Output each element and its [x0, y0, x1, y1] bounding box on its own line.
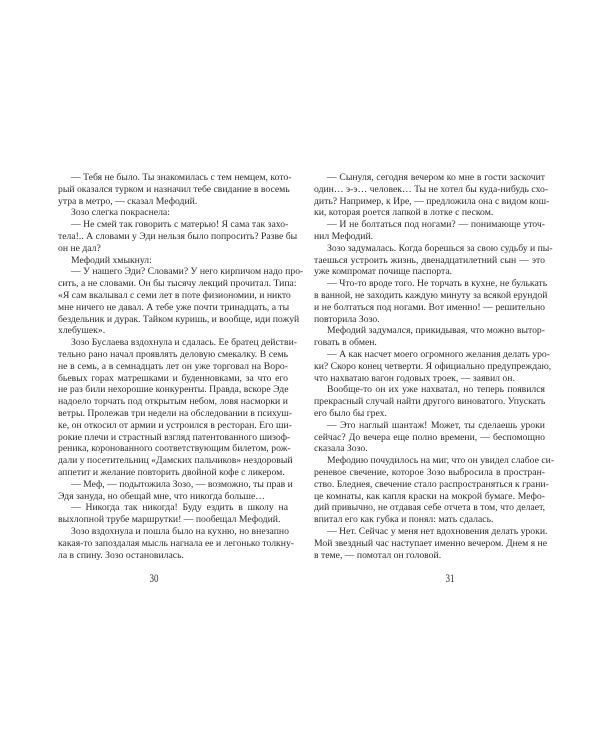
text-line: ки? Скоро конец четверти. Я официально предупреждаю, [314, 360, 552, 372]
text-line: — Нет. Сейчас у меня нет вдохновения делать уроки. [327, 525, 548, 537]
text-line: Зозо задумалась. Когда борешься за свою судьбу и пы- [327, 242, 553, 254]
text-line: в ванной, не заходить каждую минуту за всякой ерундой [314, 289, 548, 301]
text-line: хлебушек». [58, 325, 106, 337]
text-line: — У нашего Эди? Словами? У него кирпичом надо про- [71, 266, 304, 278]
text-line: ство. Бледнея, свечение стало распространяться к грани- [314, 478, 549, 490]
text-line: дить? Например, к Ире, — предложила она с видом кош- [314, 195, 550, 207]
text-line: реника, коронованного соответствующим билетом, рож- [58, 443, 291, 455]
text-line: тельно рано начал проявлять деловую смекалку. В семь [58, 348, 288, 360]
text-line: что нахватаю вагон годовых троек, — заявил он. [314, 372, 515, 384]
text-line: впитал его как губка и понял: мать сдалась. [314, 514, 494, 526]
text-line: сить, а не словами. Он бы тысячу лекций прочитал. Типа: [58, 278, 297, 290]
text-line: — А как насчет моего огромного желания делать уро- [327, 348, 550, 360]
text-line: ветры. Пролежав три недели на обследовании в психуш- [58, 407, 293, 419]
text-line: — Никогда так никогда! Буду ездить в школу на [71, 502, 288, 514]
text-line: бьевых горах матрешками и буденновками, за что его [58, 372, 288, 384]
text-line: це комнаты, как капля краски на мокрой бумаге. Мефо- [314, 490, 545, 502]
text-line: повторила Зозо. [314, 313, 380, 325]
text-line: «Я сам вкалывал с семи лет в поте физиономии, и никто [58, 289, 291, 301]
text-line: таешься устроить жизнь, двенадцатилетний сын — это [314, 254, 545, 266]
text-line: выхлопной трубе маршрутки! — пообещал Мефодий. [58, 514, 281, 526]
text-line: сейчас? До вечера еще полно времени, — беспомощно [314, 431, 545, 443]
page-number-left: 30 [149, 571, 159, 585]
text-line: Мефодий хмыкнул: [71, 254, 152, 266]
text-line: бездельник и дурак. Тайком куришь, и вообще, иди пожуй [58, 313, 300, 325]
text-line: дий привычно, не отдавая себе отчета в том, что делает, [314, 502, 545, 514]
text-line: Мефодию почудилось на миг, что он увидел слабое си- [327, 455, 555, 467]
text-line: Зозо Буслаева вздохнула и сдалась. Ее братец действи- [71, 337, 298, 349]
text-line: уже компромат почище паспорта. [314, 266, 453, 278]
text-line: реневое свечение, которое Зозо выбросила в простран- [314, 466, 545, 478]
text-line: рый оказался турком и назначил тебе свидание в восемь [58, 183, 290, 195]
text-line: его было бы грех. [314, 407, 387, 419]
text-line: — Меф, — подытожила Зозо, — возможно, ты прав и [71, 478, 293, 490]
text-line: сказала Зозо. [314, 443, 368, 455]
text-line: какая-то запоздалая мысль нагнала ее и легонько толкну- [58, 537, 295, 549]
text-line: рокие плечи и страстный взгляд патентованного шизоф- [58, 431, 291, 443]
text-line: Мефодий задумался, прикидывая, что можно вытор- [327, 325, 545, 337]
left-page-text [58, 172, 304, 561]
text-line: и не болтаться под ногами. Вот именно! — решительно [314, 301, 545, 313]
text-line: не в семь, а в семнадцать лет он уже торговал на Воро- [58, 360, 288, 372]
text-line: в теме, — помотал он головой. [314, 549, 442, 561]
text-line: ки, которая роется лапкой в лотке с песком. [314, 207, 494, 219]
text-line: утра в метро, — сказал Мефодий. [58, 195, 198, 207]
text-line: один… э-э… человек… Ты не хотел бы куда-нибудь схо- [314, 183, 549, 195]
page-number-right: 31 [445, 571, 455, 585]
text-line: он не дал? [58, 242, 101, 254]
text-line: — Не смей так говорить с матерью! Я сама так захо- [71, 219, 289, 231]
text-line: не раз били нехорошие конкуренты. Правда, вскоре Эде [58, 384, 289, 396]
right-page-text [314, 172, 555, 561]
text-line: ке, он откосил от армии и устроился в ресторан. Его ши- [58, 419, 292, 431]
text-line: Вообще-то он их уже нахватал, но теперь появился [327, 384, 545, 396]
text-line: ла в спину. Зозо остановилась. [58, 549, 184, 561]
text-line: Эдя зануда, но обещай мне, что никогда больше… [58, 490, 265, 502]
text-line: надоело торчать под открытым небом, ловя насморки и [58, 396, 288, 408]
text-line: мне ничего не давал. А тебе уже почти тринадцать, а ты [58, 301, 290, 313]
text-line: Мой звездный час наступает именно вечером. Днем я не [314, 537, 548, 549]
text-line: дали у посетительниц «Дамских пальчиков» нездоровый [58, 455, 293, 467]
text-line: Зозо вздохнула и пошла было на кухню, но внезапно [71, 525, 289, 537]
text-line: аппетит и желание повторить двойной кофе с ликером. [58, 466, 285, 478]
text-line: прекрасный случай найти другого виноватого. Упускать [314, 396, 546, 408]
text-line: Зозо слегка покраснела: [71, 207, 170, 219]
text-line: — Это наглый шантаж! Может, ты сделаешь уроки [327, 419, 545, 431]
text-line: нил Мефодий. [314, 230, 374, 242]
text-line: тела!.. А словами у Эди нельзя было попросить? Разве бы [58, 230, 298, 242]
text-line: — Сынуля, сегодня вечером ко мне в гости заскочит [327, 172, 545, 183]
text-line: — Тебя не было. Ты знакомилась с тем немцем, кото- [71, 172, 292, 183]
text-line: говать в обмен. [314, 337, 377, 349]
text-line: — Что-то вроде того. Не торчать в кухне, не булькать [327, 278, 548, 290]
text-line: — И не болтаться под ногами? — понимающе уточ- [327, 219, 545, 231]
